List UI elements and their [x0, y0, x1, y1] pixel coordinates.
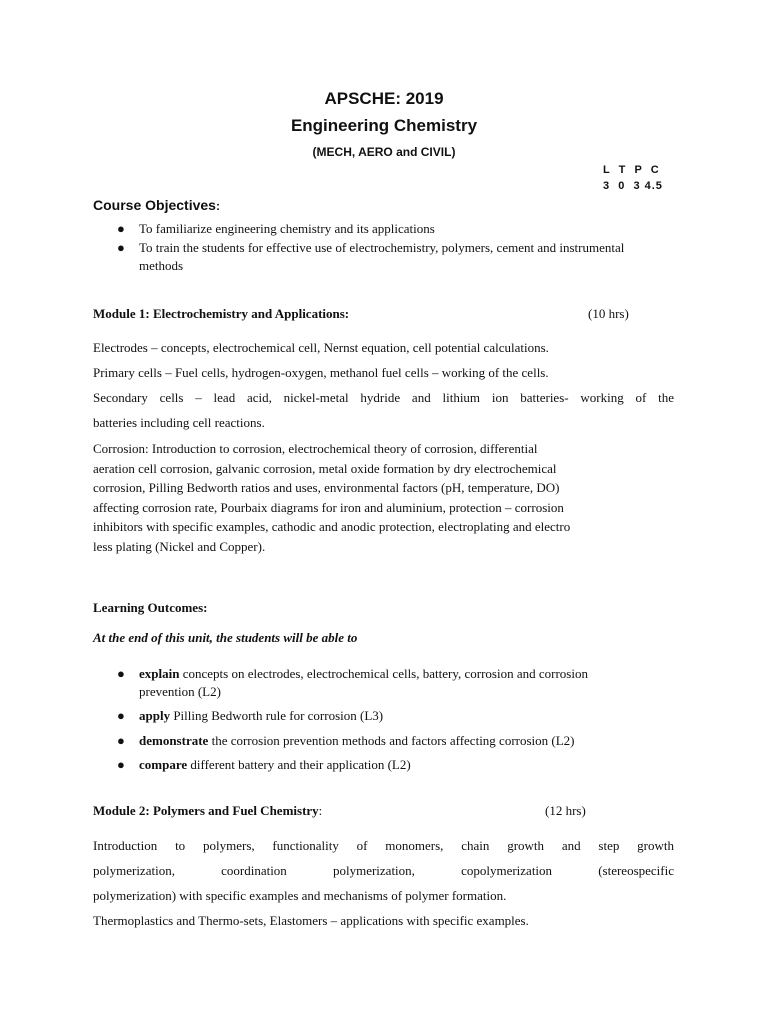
objectives-heading [93, 197, 220, 213]
module1-line: Primary cells – Fuel cells, hydrogen-oxygen, methanol fuel cells – working of the cells. [93, 365, 549, 380]
list-item: ● explain concepts on electrodes, electrochemical cells, battery, corrosion and corrosion [117, 666, 588, 681]
outcomes-list [117, 665, 699, 774]
outcomes-intro: At the end of this unit, the students will be able to [93, 630, 358, 645]
list-item-continuation: methods [139, 258, 184, 273]
module1-body [93, 335, 674, 435]
bullet-icon: ● [117, 240, 125, 255]
objectives-list [117, 220, 699, 275]
course-name: Engineering Chemistry [290, 116, 478, 135]
corrosion-paragraph [93, 439, 674, 556]
ltpc-values: 3 0 3 4.5 [603, 180, 663, 192]
list-item: ● compare different battery and their application (L2) [117, 757, 411, 772]
corrosion-line: inhibitors with specific examples, cathodic and anodic protection, electroplating and electro [93, 519, 571, 534]
list-item: ● To familiarize engineering chemistry and its applications [117, 221, 435, 236]
corrosion-line: Corrosion: Introduction to corrosion, electrochemical theory of corrosion, differential [93, 441, 538, 456]
bullet-icon: ● [117, 666, 125, 681]
bullet-icon: ● [117, 733, 125, 748]
module2-title-row [93, 803, 322, 819]
outcomes-heading: Learning Outcomes: [93, 600, 208, 615]
list-item: ● To train the students for effective use of electrochemistry, polymers, cement and instrumental [117, 240, 625, 255]
ltpc-labels: L T P C [603, 164, 660, 176]
list-item: ● demonstrate the corrosion prevention methods and factors affecting corrosion (L2) [117, 733, 575, 748]
module2-title-colon: : [318, 803, 323, 818]
objectives-heading-text: Course Objectives [93, 197, 216, 213]
list-item-continuation: prevention (L2) [139, 684, 221, 699]
module1-line: Electrodes – concepts, electrochemical cell, Nernst equation, cell potential calculations. [93, 340, 549, 355]
document-title: APSCHE: 2019 [324, 89, 444, 108]
module2-line: polymerization) with specific examples and mechanisms of polymer formation. [93, 888, 507, 903]
corrosion-line: less plating (Nickel and Copper). [93, 538, 266, 554]
module1-line: batteries including cell reactions. [93, 415, 265, 430]
corrosion-line: corrosion, Pilling Bedworth ratios and uses, environmental factors (pH, temperature, DO) [93, 480, 560, 495]
module2-hours: (12 hrs) [545, 803, 586, 818]
corrosion-line: aeration cell corrosion, galvanic corrosion, metal oxide formation by dry electrochemical [93, 460, 557, 476]
list-item: ● apply Pilling Bedworth rule for corrosion (L3) [117, 708, 384, 723]
module1-line: Secondary cells – lead acid, nickel-metal hydride and lithium ion batteries- working of the [93, 390, 674, 405]
corrosion-line: affecting corrosion rate, Pourbaix diagrams for iron and aluminium, protection – corrosion [93, 499, 564, 515]
module2-line: Thermoplastics and Thermo-sets, Elastomers – applications with specific examples. [93, 913, 529, 928]
module2-title: Module 2: Polymers and Fuel Chemistry [93, 803, 319, 818]
bullet-icon: ● [117, 757, 125, 772]
objectives-heading-colon: : [215, 199, 220, 213]
module1-title: Module 1: Electrochemistry and Applications: [93, 306, 350, 321]
module2-body [93, 833, 674, 933]
bullet-icon: ● [117, 221, 125, 236]
bullet-icon: ● [117, 708, 125, 723]
module2-line: Introduction to polymers, functionality of monomers, chain growth and step growth [93, 838, 674, 853]
branches-label: (MECH, AERO and CIVIL) [312, 145, 456, 159]
module1-hours: (10 hrs) [588, 306, 629, 321]
module2-line: polymerization, coordination polymerization, copolymerization (stereospecific [93, 863, 674, 878]
